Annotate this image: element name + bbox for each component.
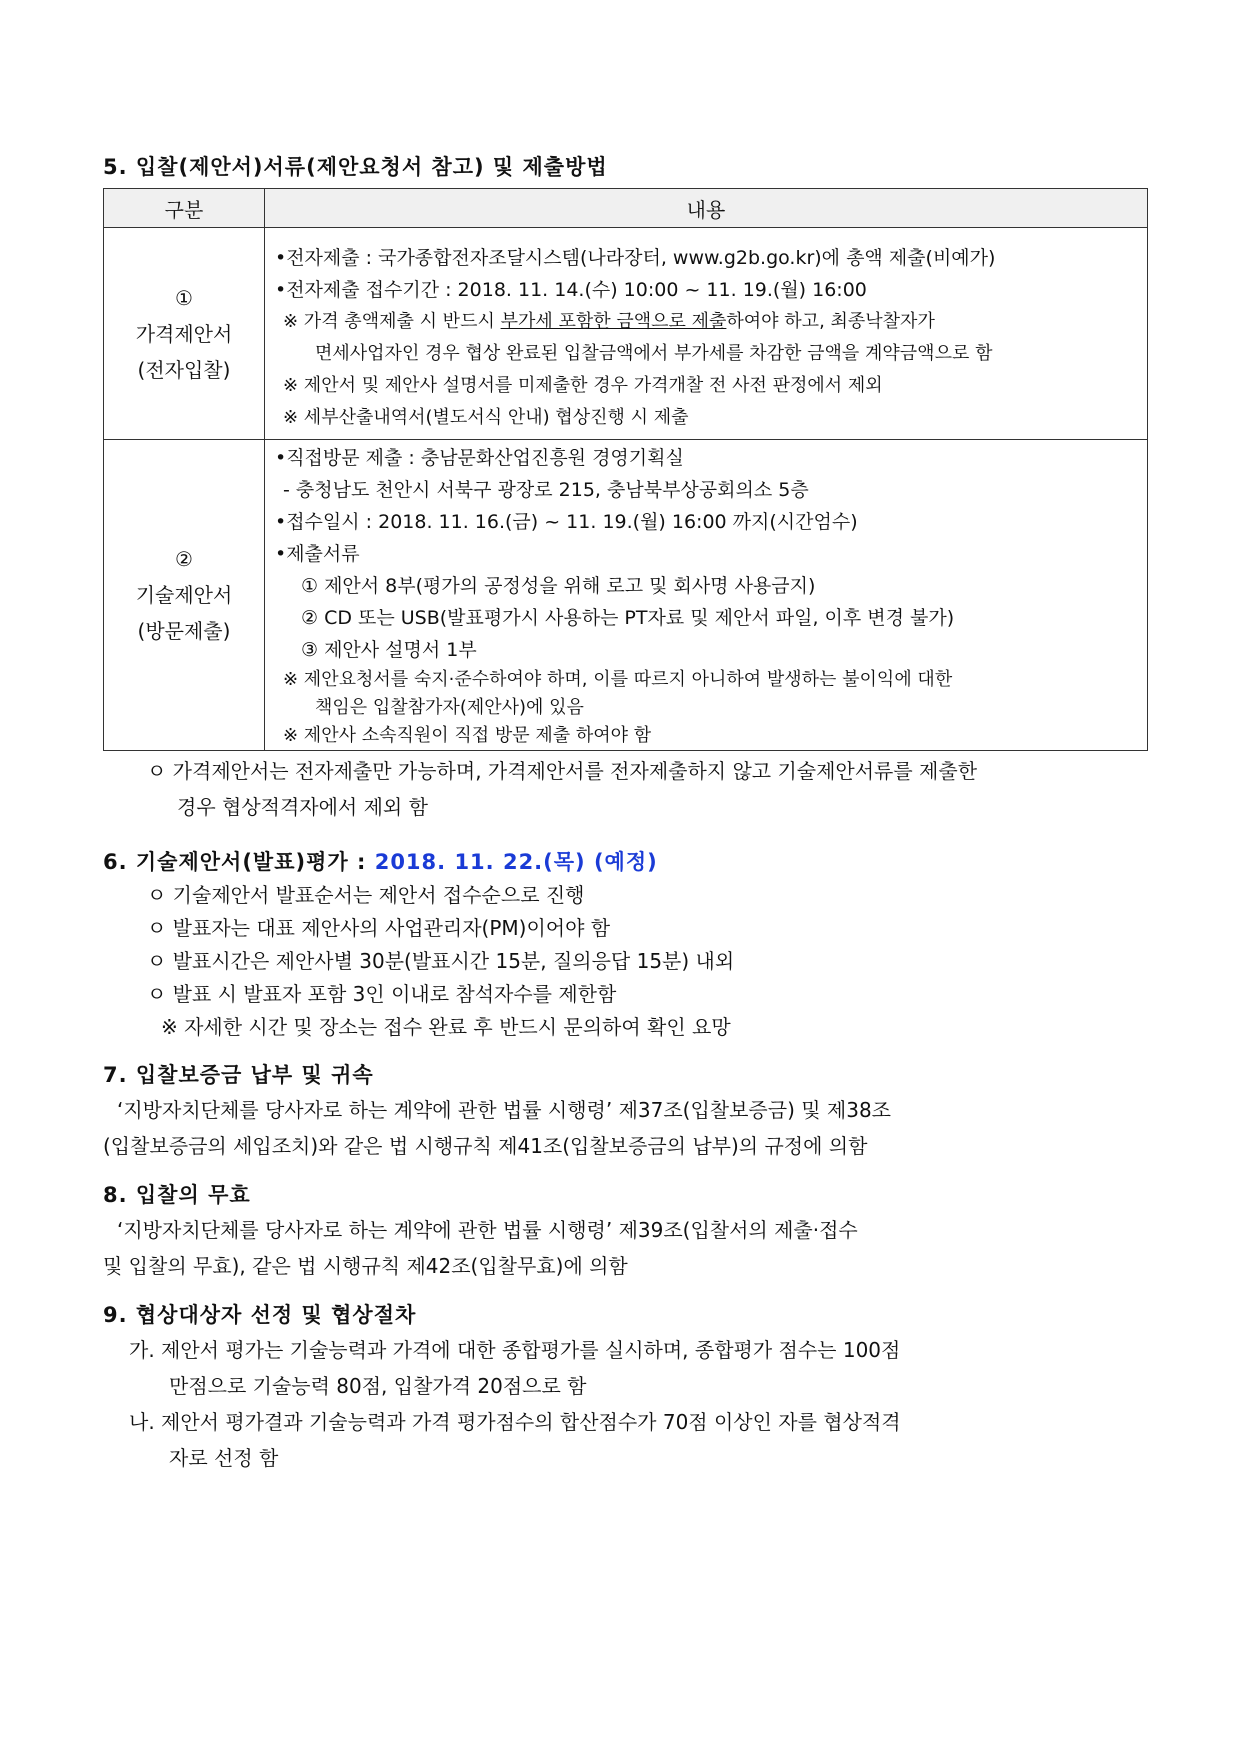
row1-line3b: 하여야 하고, 최종낙찰자가: [726, 311, 935, 332]
row1-line2: •전자제출 접수기간 : 2018. 11. 14.(수) 10:00 ~ 11. 19.(월) 16:00: [275, 279, 867, 301]
s7-paragraph-line2: (입찰보증금의 세입조치)와 같은 법 시행규칙 제41조(입찰보증금의 납부)의 규정에 의함: [103, 1134, 868, 1158]
row1-line3a: ※ 가격 총액제출 시 반드시: [283, 311, 501, 332]
s8-paragraph-line1: ‘지방자치단체를 당사자로 하는 계약에 관한 법률 시행령’ 제39조(입찰서의 제출·접수: [117, 1218, 858, 1242]
row2-line6: ② CD 또는 USB(발표평가시 사용하는 PT자료 및 제안서 파일, 이후 변경 불가): [301, 607, 955, 629]
row2-line1: •직접방문 제출 : 충남문화산업진흥원 경영기획실: [275, 447, 684, 469]
row1-category: 가격제안서: [135, 321, 233, 346]
section9-title: 9. 협상대상자 선정 및 협상절차: [103, 1303, 417, 1327]
row2-line4: •제출서류: [275, 543, 360, 565]
row2-line2: - 충청남도 천안시 서북구 광장로 215, 충남북부상공회의소 5층: [283, 479, 809, 501]
s6-bullet4: ㅇ 발표 시 발표자 포함 3인 이내로 참석자수를 제한함: [147, 982, 617, 1006]
row1-line6: ※ 세부산출내역서(별도서식 안내) 협상진행 시 제출: [283, 407, 689, 428]
s8-paragraph-line2: 및 입찰의 무효), 같은 법 시행규칙 제42조(입찰무효)에 의함: [103, 1254, 628, 1278]
section6-date: 2018. 11. 22.(목) (예정): [374, 850, 658, 874]
row2-line7: ③ 제안사 설명서 1부: [301, 639, 477, 661]
header-content: 내용: [265, 189, 1148, 228]
tech-proposal-content: [265, 440, 1148, 751]
price-proposal-content: [265, 228, 1148, 440]
tech-proposal-cell: [104, 440, 265, 751]
s6-bullet1: ㅇ 기술제안서 발표순서는 제안서 접수순으로 진행: [147, 883, 585, 907]
s6-note: ※ 자세한 시간 및 장소는 접수 완료 후 반드시 문의하여 확인 요망: [161, 1015, 731, 1039]
section6-title-text: 6. 기술제안서(발표)평가 :: [103, 850, 375, 874]
row2-method: (방문제출): [137, 619, 231, 643]
submission-table: [103, 188, 1148, 751]
section8-title: 8. 입찰의 무효: [103, 1183, 251, 1207]
row1-number: ①: [175, 285, 193, 310]
s6-bullet2: ㅇ 발표자는 대표 제안사의 사업관리자(PM)이어야 함: [147, 916, 611, 940]
row2-line9: 책임은 입찰참가자(제안사)에 있음: [315, 697, 584, 718]
row1-line3-underlined: 부가세 포함한 금액으로 제출: [500, 311, 727, 332]
row1-line3: [275, 306, 1147, 338]
s6-bullet3: ㅇ 발표시간은 제안사별 30분(발표시간 15분, 질의응답 15분) 내외: [147, 949, 735, 973]
section5-title: 5. 입찰(제안서)서류(제안요청서 참고) 및 제출방법: [103, 155, 608, 179]
row2-category: 기술제안서: [135, 583, 233, 607]
s9-item-a-line1: 가. 제안서 평가는 기술능력과 가격에 대한 종합평가를 실시하며, 종합평가 점수는 100점: [129, 1338, 901, 1362]
row2-line10: ※ 제안사 소속직원이 직접 방문 제출 하여야 함: [283, 725, 652, 746]
row1-method: (전자입찰): [137, 357, 231, 382]
header-category: 구분: [104, 189, 265, 228]
row2-line3: •접수일시 : 2018. 11. 16.(금) ~ 11. 19.(월) 16:00 까지(시간엄수): [275, 511, 858, 533]
s9-item-b-line2: 자로 선정 함: [169, 1446, 279, 1470]
row1-line1: •전자제출 : 국가종합전자조달시스템(나라장터, www.g2b.go.kr)에 총액 제출(비예가): [275, 247, 996, 269]
row2-number: ②: [175, 547, 193, 571]
s5-note-line1: ㅇ 가격제안서는 전자제출만 가능하며, 가격제안서를 전자제출하지 않고 기술제안서류를 제출한: [147, 759, 978, 783]
price-proposal-cell: [104, 228, 265, 440]
section6-title: [103, 845, 1148, 879]
row2-line5: ① 제안서 8부(평가의 공정성을 위해 로고 및 회사명 사용금지): [301, 575, 816, 597]
row1-line4: 면세사업자인 경우 협상 완료된 입찰금액에서 부가세를 차감한 금액을 계약금액으로 함: [315, 343, 993, 364]
document-page: [103, 150, 1148, 1476]
row2-line8: ※ 제안요청서를 숙지·준수하여야 하며, 이를 따르지 아니하여 발생하는 불이익에 대한: [283, 669, 953, 690]
s9-item-a-line2: 만점으로 기술능력 80점, 입찰가격 20점으로 함: [169, 1374, 587, 1398]
section7-title: 7. 입찰보증금 납부 및 귀속: [103, 1063, 374, 1087]
s9-item-b-line1: 나. 제안서 평가결과 기술능력과 가격 평가점수의 합산점수가 70점 이상인 자를 협상적격: [129, 1410, 901, 1434]
row1-line5: ※ 제안서 및 제안사 설명서를 미제출한 경우 가격개찰 전 사전 판정에서 제외: [283, 375, 883, 396]
s5-note-line2: 경우 협상적격자에서 제외 함: [177, 795, 428, 819]
s7-paragraph-line1: ‘지방자치단체를 당사자로 하는 계약에 관한 법률 시행령’ 제37조(입찰보증금) 및 제38조: [117, 1098, 891, 1122]
